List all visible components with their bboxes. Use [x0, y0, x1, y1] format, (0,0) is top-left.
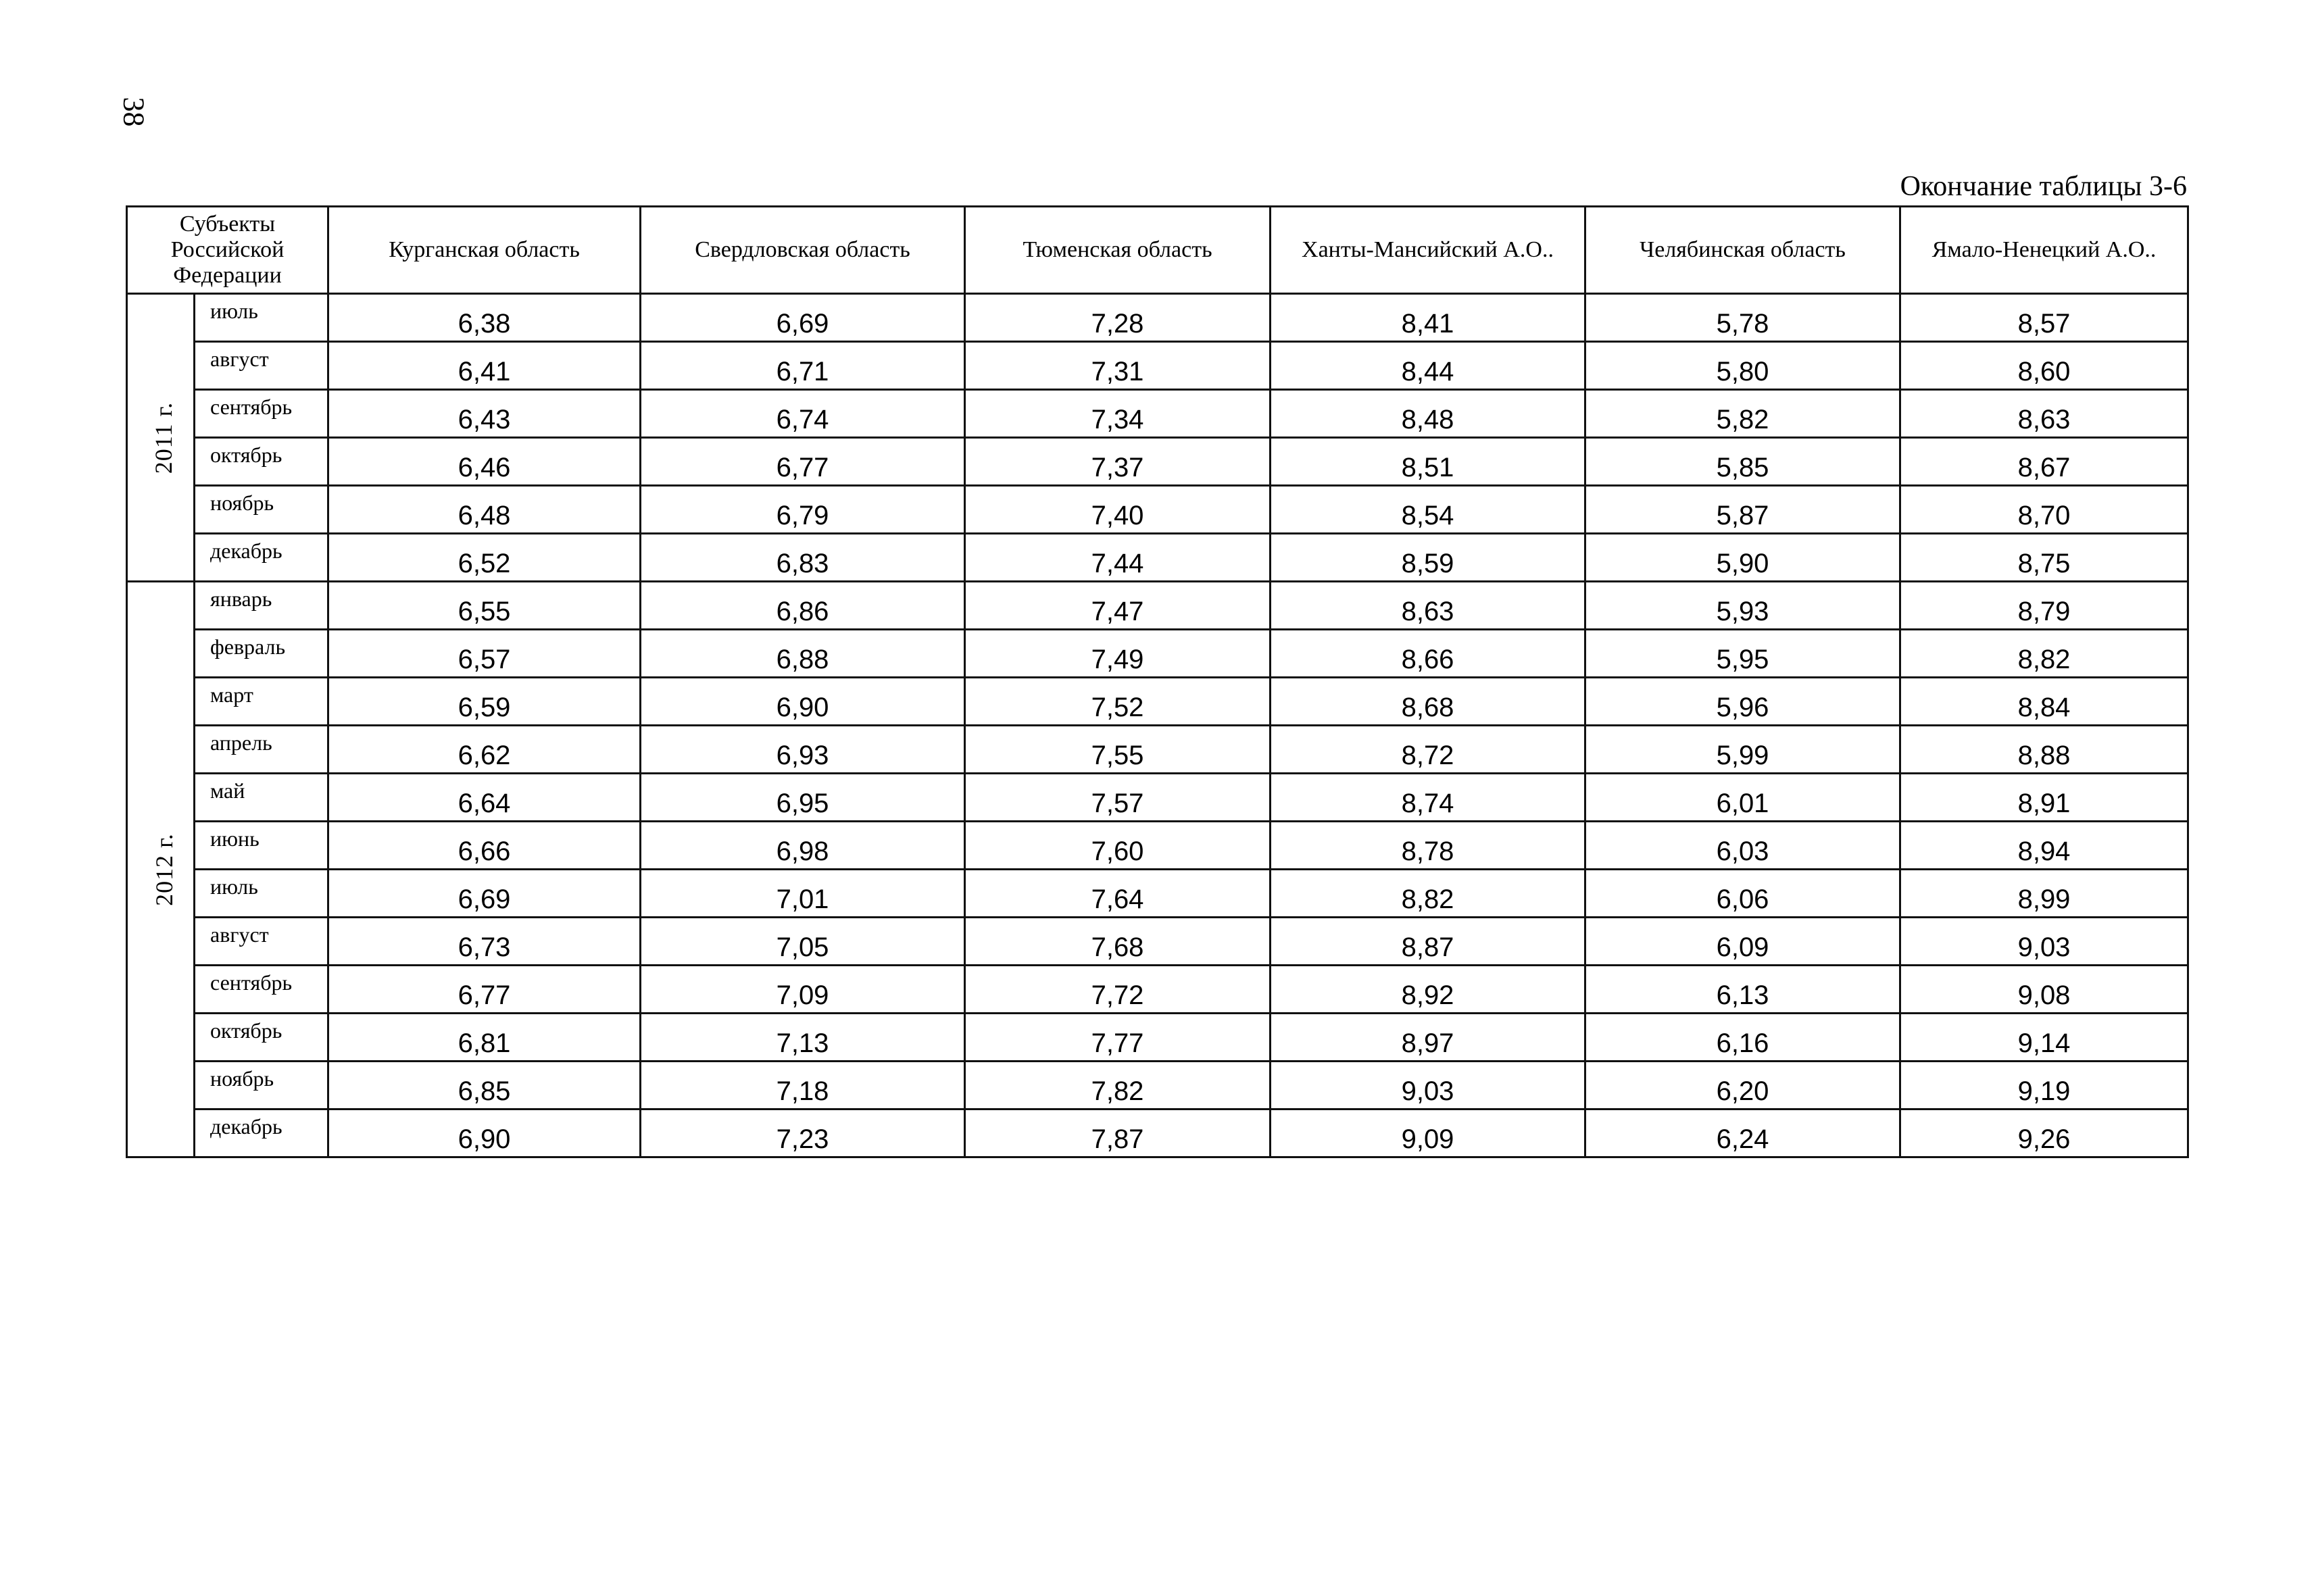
value-cell: 8,66: [1271, 630, 1585, 678]
value-cell: 7,49: [965, 630, 1271, 678]
value-cell: 6,64: [328, 774, 641, 822]
value-cell: 6,86: [641, 582, 965, 630]
header-col-tyumen: Тюменская область: [965, 207, 1271, 294]
value-cell: 6,77: [641, 438, 965, 486]
table-row: [127, 1062, 2188, 1109]
value-cell: 5,80: [1585, 342, 1900, 390]
value-cell: 8,57: [1900, 294, 2188, 342]
month-cell: октябрь: [195, 438, 328, 486]
value-cell: 8,92: [1271, 966, 1585, 1014]
value-cell: 8,78: [1271, 822, 1585, 870]
value-cell: 7,09: [641, 966, 965, 1014]
value-cell: 6,62: [328, 726, 641, 774]
table-row: [127, 630, 2188, 678]
value-cell: 6,24: [1585, 1109, 1900, 1157]
value-cell: 6,57: [328, 630, 641, 678]
page-number: 38: [117, 97, 151, 127]
value-cell: 6,85: [328, 1062, 641, 1109]
value-cell: 6,03: [1585, 822, 1900, 870]
table-row: [127, 774, 2188, 822]
value-cell: 9,03: [1271, 1062, 1585, 1109]
value-cell: 7,60: [965, 822, 1271, 870]
value-cell: 6,88: [641, 630, 965, 678]
value-cell: 6,55: [328, 582, 641, 630]
value-cell: 6,83: [641, 534, 965, 582]
value-cell: 6,01: [1585, 774, 1900, 822]
value-cell: 5,82: [1585, 390, 1900, 438]
month-cell: март: [195, 678, 328, 726]
header-col-chelyabinsk: Челябинская область: [1585, 207, 1900, 294]
value-cell: 7,40: [965, 486, 1271, 534]
value-cell: 8,82: [1271, 870, 1585, 918]
table-row: [127, 486, 2188, 534]
value-cell: 6,16: [1585, 1014, 1900, 1062]
month-cell: июль: [195, 294, 328, 342]
month-cell: февраль: [195, 630, 328, 678]
value-cell: 5,96: [1585, 678, 1900, 726]
value-cell: 5,78: [1585, 294, 1900, 342]
data-table: [126, 205, 2189, 1158]
value-cell: 5,90: [1585, 534, 1900, 582]
value-cell: 6,93: [641, 726, 965, 774]
value-cell: 8,87: [1271, 918, 1585, 966]
value-cell: 8,67: [1900, 438, 2188, 486]
value-cell: 8,44: [1271, 342, 1585, 390]
month-cell: ноябрь: [195, 486, 328, 534]
value-cell: 8,88: [1900, 726, 2188, 774]
value-cell: 5,87: [1585, 486, 1900, 534]
value-cell: 6,90: [641, 678, 965, 726]
value-cell: 8,97: [1271, 1014, 1585, 1062]
value-cell: 8,51: [1271, 438, 1585, 486]
value-cell: 8,75: [1900, 534, 2188, 582]
value-cell: 5,93: [1585, 582, 1900, 630]
value-cell: 7,37: [965, 438, 1271, 486]
value-cell: 8,94: [1900, 822, 2188, 870]
value-cell: 7,01: [641, 870, 965, 918]
value-cell: 6,59: [328, 678, 641, 726]
value-cell: 7,31: [965, 342, 1271, 390]
value-cell: 6,77: [328, 966, 641, 1014]
value-cell: 7,44: [965, 534, 1271, 582]
value-cell: 8,74: [1271, 774, 1585, 822]
header-col-yanao: Ямало-Ненецкий А.О..: [1900, 207, 2188, 294]
value-cell: 7,68: [965, 918, 1271, 966]
value-cell: 7,72: [965, 966, 1271, 1014]
value-cell: 9,26: [1900, 1109, 2188, 1157]
value-cell: 8,54: [1271, 486, 1585, 534]
value-cell: 7,87: [965, 1109, 1271, 1157]
table-row: [127, 438, 2188, 486]
year-cell: [127, 294, 195, 582]
value-cell: 7,47: [965, 582, 1271, 630]
month-cell: август: [195, 342, 328, 390]
table-container: [126, 205, 2187, 1158]
value-cell: 6,74: [641, 390, 965, 438]
table-row: [127, 390, 2188, 438]
month-cell: декабрь: [195, 534, 328, 582]
value-cell: 7,77: [965, 1014, 1271, 1062]
month-cell: сентябрь: [195, 966, 328, 1014]
value-cell: 6,69: [641, 294, 965, 342]
value-cell: 6,41: [328, 342, 641, 390]
value-cell: 6,98: [641, 822, 965, 870]
value-cell: 7,13: [641, 1014, 965, 1062]
table-row: [127, 342, 2188, 390]
value-cell: 6,81: [328, 1014, 641, 1062]
value-cell: 8,68: [1271, 678, 1585, 726]
year-cell: [127, 582, 195, 1157]
month-cell: декабрь: [195, 1109, 328, 1157]
value-cell: 8,99: [1900, 870, 2188, 918]
header-subject: Субъекты Российской Федерации: [127, 207, 328, 294]
month-cell: май: [195, 774, 328, 822]
month-cell: июль: [195, 870, 328, 918]
value-cell: 7,34: [965, 390, 1271, 438]
value-cell: 9,09: [1271, 1109, 1585, 1157]
value-cell: 6,13: [1585, 966, 1900, 1014]
month-cell: апрель: [195, 726, 328, 774]
month-cell: июнь: [195, 822, 328, 870]
value-cell: 7,52: [965, 678, 1271, 726]
value-cell: 8,63: [1900, 390, 2188, 438]
value-cell: 8,79: [1900, 582, 2188, 630]
value-cell: 6,66: [328, 822, 641, 870]
value-cell: 7,57: [965, 774, 1271, 822]
table-row: [127, 294, 2188, 342]
value-cell: 6,79: [641, 486, 965, 534]
value-cell: 6,09: [1585, 918, 1900, 966]
value-cell: 8,60: [1900, 342, 2188, 390]
value-cell: 6,95: [641, 774, 965, 822]
month-cell: январь: [195, 582, 328, 630]
value-cell: 9,03: [1900, 918, 2188, 966]
header-col-kurgan: Курганская область: [328, 207, 641, 294]
value-cell: 6,48: [328, 486, 641, 534]
value-cell: 8,48: [1271, 390, 1585, 438]
value-cell: 6,46: [328, 438, 641, 486]
value-cell: 7,23: [641, 1109, 965, 1157]
value-cell: 8,82: [1900, 630, 2188, 678]
value-cell: 8,84: [1900, 678, 2188, 726]
table-row: [127, 534, 2188, 582]
value-cell: 6,69: [328, 870, 641, 918]
value-cell: 6,06: [1585, 870, 1900, 918]
year-label: 2012 г.: [150, 832, 178, 906]
value-cell: 6,73: [328, 918, 641, 966]
table-body: [127, 294, 2188, 1157]
table-row: [127, 582, 2188, 630]
value-cell: 6,52: [328, 534, 641, 582]
value-cell: 7,05: [641, 918, 965, 966]
table-row: [127, 870, 2188, 918]
year-label: 2011 г.: [150, 401, 178, 474]
value-cell: 6,71: [641, 342, 965, 390]
value-cell: 5,99: [1585, 726, 1900, 774]
value-cell: 7,55: [965, 726, 1271, 774]
month-cell: август: [195, 918, 328, 966]
table-row: [127, 822, 2188, 870]
table-row: [127, 726, 2188, 774]
value-cell: 7,64: [965, 870, 1271, 918]
value-cell: 7,82: [965, 1062, 1271, 1109]
table-row: [127, 918, 2188, 966]
table-caption: Окончание таблицы 3-6: [1900, 171, 2187, 202]
month-cell: октябрь: [195, 1014, 328, 1062]
value-cell: 6,38: [328, 294, 641, 342]
month-cell: ноябрь: [195, 1062, 328, 1109]
header-col-sverdlovsk: Свердловская область: [641, 207, 965, 294]
value-cell: 8,72: [1271, 726, 1585, 774]
value-cell: 9,14: [1900, 1014, 2188, 1062]
value-cell: 6,20: [1585, 1062, 1900, 1109]
value-cell: 5,95: [1585, 630, 1900, 678]
header-col-khmao: Ханты-Мансийский А.О..: [1271, 207, 1585, 294]
value-cell: 8,63: [1271, 582, 1585, 630]
value-cell: 9,08: [1900, 966, 2188, 1014]
value-cell: 8,59: [1271, 534, 1585, 582]
value-cell: 8,41: [1271, 294, 1585, 342]
value-cell: 5,85: [1585, 438, 1900, 486]
value-cell: 8,91: [1900, 774, 2188, 822]
table-row: [127, 1109, 2188, 1157]
value-cell: 9,19: [1900, 1062, 2188, 1109]
value-cell: 8,70: [1900, 486, 2188, 534]
table-row: [127, 966, 2188, 1014]
table-row: [127, 678, 2188, 726]
value-cell: 6,43: [328, 390, 641, 438]
value-cell: 7,28: [965, 294, 1271, 342]
month-cell: сентябрь: [195, 390, 328, 438]
value-cell: 7,18: [641, 1062, 965, 1109]
header-row: [127, 207, 2188, 294]
value-cell: 6,90: [328, 1109, 641, 1157]
table-row: [127, 1014, 2188, 1062]
